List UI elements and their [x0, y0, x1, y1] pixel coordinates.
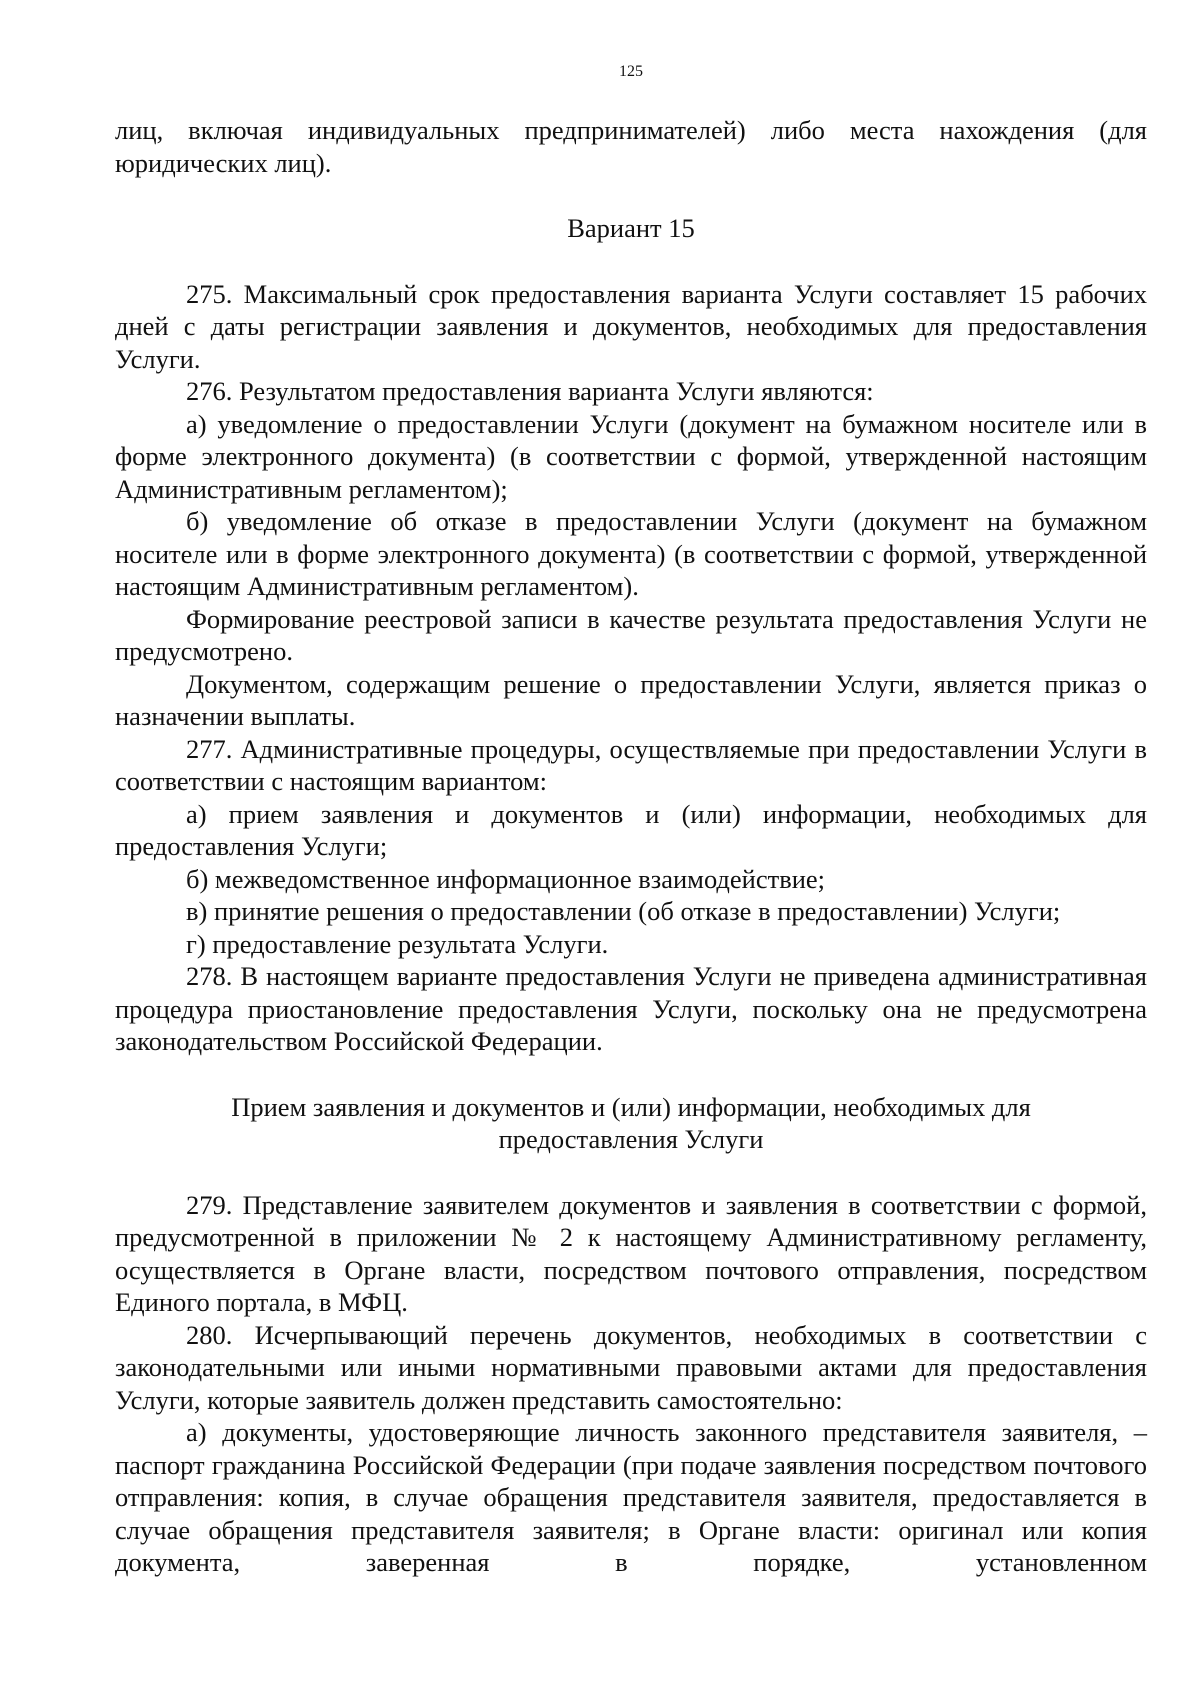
paragraph-276-order: Документом, содержащим решение о предоставлении Услуги, является приказ о назначении выплаты. — [115, 668, 1147, 731]
section-heading-reception: Прием заявления и документов и (или) информации, необходимых для предоставления Услуги — [231, 1091, 1031, 1154]
paragraph-277-a: а) прием заявления и документов и (или) информации, необходимых для предоставления Услуги; — [115, 798, 1147, 861]
page-number: 125 — [619, 63, 643, 80]
paragraph-277-b: б) межведомственное информационное взаимодействие; — [186, 863, 826, 894]
paragraph-277-d: г) предоставление результата Услуги. — [186, 928, 609, 959]
paragraph-278: 278. В настоящем варианте предоставления Услуги не приведена административная процедура приостановление предоставления Услуги, поскольку она не предусмотрена законодательством Российской Федерации. — [115, 961, 1147, 1056]
paragraph-279: 279. Представление заявителем документов и заявления в соответствии с формой, предусмотренной в приложении № 2 к настоящему Административному регламенту, осуществляется в Органе власти, посредством почтового отправления, посредством Единого портала, в МФЦ. — [115, 1189, 1147, 1317]
paragraph-275: 275. Максимальный срок предоставления варианта Услуги составляет 15 рабочих дней с даты регистрации заявления и документов, необходимых для предоставления Услуги. — [115, 278, 1147, 374]
paragraph-276-b: б) уведомление об отказе в предоставлении Услуги (документ на бумажном носителе или в форме электронного документа) (в соответствии с формой, утвержденной настоящим Административным регламентом). — [115, 506, 1147, 601]
section-heading-variant: Вариант 15 — [567, 213, 695, 243]
paragraph-277-c: в) принятие решения о предоставлении (об отказе в предоставлении) Услуги; — [186, 896, 1061, 926]
paragraph-280: 280. Исчерпывающий перечень документов, необходимых в соответствии с законодательными или иными нормативными правовыми актами для предоставления Услуги, которые заявитель должен представить самостоятельно: — [115, 1319, 1147, 1415]
paragraph-276: 276. Результатом предоставления варианта Услуги являются: — [186, 376, 874, 406]
paragraph-continuation: лиц, включая индивидуальных предпринимателей) либо места нахождения (для юридических лиц). — [115, 115, 1147, 178]
paragraph-276-a: а) уведомление о предоставлении Услуги (документ на бумажном носителе или в форме электронного документа) (в соответствии с формой, утвержденной настоящим Административным регламентом); — [115, 408, 1147, 504]
paragraph-277: 277. Административные процедуры, осуществляемые при предоставлении Услуги в соответствии с настоящим вариантом: — [115, 733, 1147, 796]
paragraph-280-a: а) документы, удостоверяющие личность законного представителя заявителя, – паспорт гражданина Российской Федерации (при подаче заявления посредством почтового отправления: копия, в случае обращения представителя заявителя, предоставляется в случае обращения представителя заявителя; в Органе власти: оригинал или копия документа, заверенная в порядке, установленном — [115, 1417, 1147, 1577]
paragraph-276-registry: Формирование реестровой записи в качестве результата предоставления Услуги не предусмотрено. — [115, 603, 1147, 666]
